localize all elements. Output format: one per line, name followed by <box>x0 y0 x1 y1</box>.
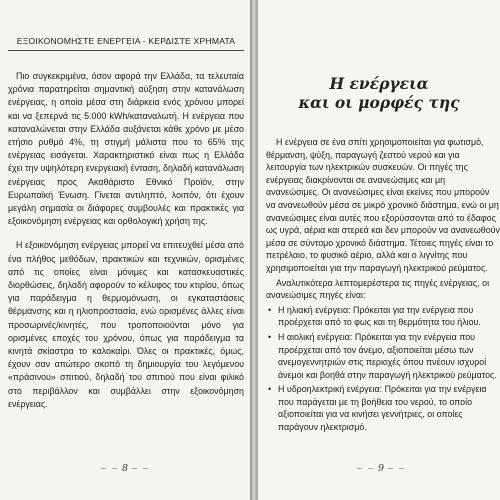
chapter-title-line: και οι μορφές της <box>298 93 460 112</box>
page-number-left <box>100 463 150 474</box>
list-item-text: Η αιολική ενέργεια: Πρόκειται για την ενέργεια που προέρχεται από τον άνεμο, αξιοποιείται μέσω των ανεμογεννητριών στις περιοχές όπου πνέουν ισχυροί άνεμοι και βοηθά στην παραγωγή ηλεκτρικού ρεύματος. <box>278 331 497 380</box>
chapter-title-line: Η ενέργεια <box>329 74 429 93</box>
right-body-text <box>266 136 500 436</box>
list-item <box>266 304 500 329</box>
paragraph: Η εξοικονόμηση ενέργειας μπορεί να επιτευχθεί μέσα από ένα πλήθος μεθόδων, πρακτικών και τεχνικών, ορισμένες από τις οποίες είναι μόνιμες και κατασκευαστικές διορθώσεις, δηλαδή αφορούν το κέλυφος του κτιρίου, όπως για παράδειγμα η θερμομόνωση, οι εγκαταστάσεις θέρμανσης και η ηλιοπροστασία, ενώ ορισμένες άλλες είναι προσωρινές/κινητές, που τροποποιούνται μόνο για ορισμένες εποχές του χρόνου, όπως για παράδειγμα τα κινητά σκίαστρα το καλοκαίρι. Όλες οι πρακτικές, όμως, έχουν σαν απώτερο σκοπό τη δημιουργία του λεγόμενου «πράσινου» σπιτιού, δηλαδή του σπιτιού που είναι φιλικό στο περιβάλλον και συμβάλλει στην εξοικονόμηση ενέργειας. <box>8 240 244 409</box>
bullet: • <box>268 304 272 315</box>
paragraph: Αναλυτικότερα λεπτομερέστερα τις πηγές ενέργειας, οι ανανεώσιμες πηγές είναι: <box>266 277 490 301</box>
right-page <box>258 0 500 500</box>
page-number-right <box>356 463 406 474</box>
list-item-text: Η υδροηλεκτρική ενέργεια: Πρόκειται για την ενέργεια που παράγεται με τη βοήθεια του νερού, το οποίο αξιοποιείται για να κινήσει γεννήτριες, οι οποίες παράγουν ηλεκτρισμό. <box>278 384 487 433</box>
ornament: ~ ~ <box>356 464 375 473</box>
ornament: ~ ~ <box>387 464 407 473</box>
bullet: • <box>268 384 272 395</box>
list-item <box>266 383 500 433</box>
paragraph: Πιο συγκεκριμένα, όσον αφορά την Ελλάδα, τα τελευταία χρόνια παρατηρείται σημαντική αύξηση στην κατανάλωση ενέργειας, η οποία μέσα στη διάρκεια ενός χρόνου μπορεί και να ξεπερνά τις 5.000 kWh/καταναλωτή. Η ενέργεια που καταναλώνεται στην Ελλάδα αυξάνεται κάθε χρόνο με μέσο ετήσιο ρυθμό 4%, τη στιγμή μάλιστα που το 65% της ενέργειας εισάγεται. Χαρακτηριστικό είναι πως η Ελλάδα έχει την υψηλότερη ενεργειακή ένταση, δηλαδή κατανάλωση ενέργειας προς Ακαθάριστο Εθνικό Προϊόν, στην Ευρωπαϊκή Ένωση. Γίνεται αντιληπτό, λοιπόν, ότι έχουν μεγάλη σημασία οι διάφορες συμβουλές και πρακτικές για εξοικονόμηση ενέργειας και ορθολογική χρήση της. <box>8 71 244 227</box>
running-header: ΕΞΟΙΚΟΝΟΜΗΣΤΕ ΕΝΕΡΓΕΙΑ - ΚΕΡΔΙΣΤΕ ΧΡΗΜΑΤΑ <box>16 36 236 46</box>
chapter-title <box>258 74 500 112</box>
ornament: ~ ~ <box>131 464 151 473</box>
energy-sources-list <box>266 304 500 434</box>
list-item <box>266 331 500 381</box>
book-gutter <box>250 0 258 500</box>
list-item-text: Η ηλιακή ενέργεια: Πρόκειται για την ενέργεια που προέρχεται από το φως και τη θερμότητα του ήλιου. <box>278 304 481 328</box>
page-number: 8 <box>121 463 129 474</box>
ornament: ~ ~ <box>100 464 119 473</box>
bullet: • <box>268 331 272 342</box>
paragraph: Η ενέργεια σε ένα σπίτι χρησιμοποιείται για φωτισμό, θέρμανση, ψύξη, παραγωγή ζεστού νερού και για λειτουργία των ηλεκτρικών συσκευών. Οι πηγές της ενέργειας διακρίνονται σε ανανεώσιμες και μη ανανεώσιμες. Οι ανανεώσιμες είναι εκείνες που μπορούν να ανανεωθούν μέσα σε μικρό χρονικό διάστημα, ενώ οι μη ανανεώσιμες είναι αυτές που εξορύσσονται από το έδαφος ως υγρά, αέρια και στερεά και δεν μπορούν να ανανεωθούν μέσα σε σύντομο χρονικό διάστημα. Τέτοιες πηγές είναι το πετρέλαιο, το φυσικό αέριο, αλλά και ο λιγνίτης που χρησιμοποιείται για την παραγωγή ηλεκτρικού ρεύματος. <box>266 137 500 273</box>
header-rule <box>8 50 244 51</box>
page-number: 9 <box>377 463 385 474</box>
left-body-text <box>8 70 244 422</box>
